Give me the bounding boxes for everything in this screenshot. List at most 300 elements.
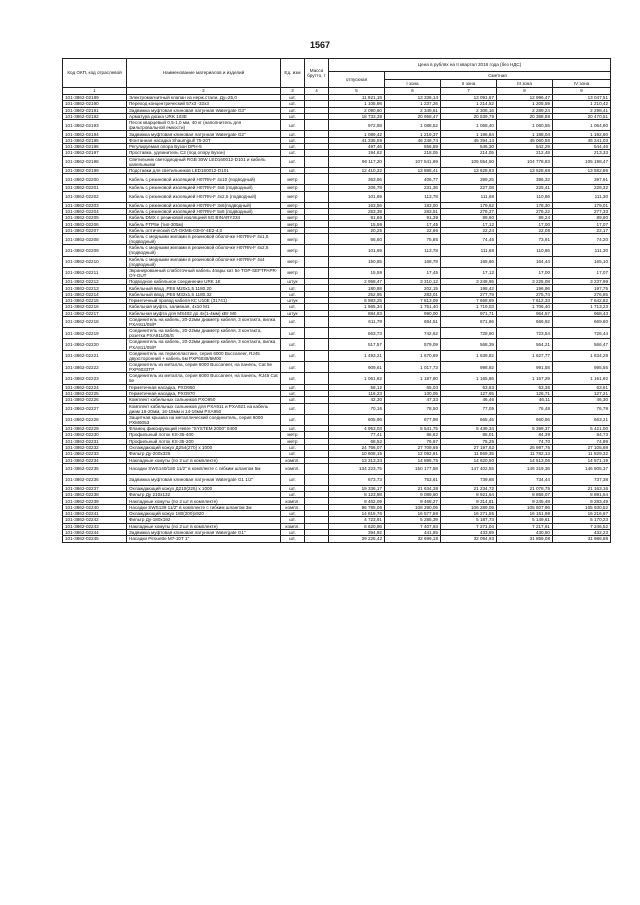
unit-of-measure: метр xyxy=(281,202,305,208)
unit-of-measure: шт. xyxy=(281,328,305,339)
header-price-group: Цена в рублях на II квартал 2016 года (без НДС) xyxy=(329,59,611,72)
column-number: 4 xyxy=(305,88,329,95)
product-name: Фильтр Ду 210х132 xyxy=(127,492,281,498)
price-zone-4: 13 582,86 xyxy=(553,167,611,173)
product-code: 101-3862-02238 xyxy=(63,492,127,498)
unit-of-measure: шт. xyxy=(281,390,305,396)
sale-price: 1 089,42 xyxy=(329,131,385,137)
price-zone-3: 178,30 xyxy=(497,202,553,208)
product-name: Подводное кабельное соединение URK 1К xyxy=(127,279,281,285)
product-code: 101-3862-02230 xyxy=(63,432,127,438)
product-name: Кабель с медными жилами в резиновой оболочке H07RN-F 4х2,5 (подводный) xyxy=(127,245,281,256)
header-mass: Масса брутто, т xyxy=(305,59,329,88)
price-zone-1: 91,39 xyxy=(385,215,441,221)
price-zone-2: 165,66 xyxy=(441,256,497,267)
price-zone-4: 84,73 xyxy=(553,432,611,438)
price-zone-4: 226,32 xyxy=(553,185,611,191)
price-zone-2: 433,69 xyxy=(441,529,497,535)
sale-price: 1 105,98 xyxy=(329,101,385,107)
price-zone-2: 147 402,55 xyxy=(441,463,497,474)
price-zone-1: 17,45 xyxy=(385,267,441,278)
price-zone-4: 3 237,99 xyxy=(553,279,611,285)
product-code: 101-3862-02203 xyxy=(63,202,127,208)
unit-of-measure: компл. xyxy=(281,504,305,510)
column-number: 9 xyxy=(553,88,611,95)
product-name: Регулируемая опора Бузон DPH-5 xyxy=(127,144,281,150)
price-zone-3: 21 078,75 xyxy=(497,485,553,491)
price-zone-3: 542,29 xyxy=(497,144,553,150)
price-zone-1: 231,36 xyxy=(385,185,441,191)
price-zone-4: 16 216,67 xyxy=(553,511,611,517)
unit-of-measure: шт. xyxy=(281,492,305,498)
price-zone-1: 9 089,60 xyxy=(385,492,441,498)
sale-price: 77,41 xyxy=(329,432,385,438)
price-zone-2: 227,08 xyxy=(441,185,497,191)
price-zone-2: 568,39 xyxy=(441,339,497,350)
price-zone-2: 111,68 xyxy=(441,191,497,202)
sale-price: 8 123,98 xyxy=(329,492,385,498)
price-zone-1: 579,09 xyxy=(385,339,441,350)
product-name: Светильник светодиодный RGB 30W LED160012-D101 и кабель капельными xyxy=(127,156,281,167)
price-zone-3: 276,22 xyxy=(497,208,553,214)
price-zone-2: 1 196,84 xyxy=(441,131,497,137)
sale-price: 150,85 xyxy=(329,256,385,267)
sale-price: 58,12 xyxy=(329,384,385,390)
price-zone-3: 666,92 xyxy=(497,316,553,327)
gross-mass xyxy=(305,256,329,267)
product-code: 101-3862-02216 xyxy=(63,304,127,310)
sale-price: 4 953,03 xyxy=(329,426,385,432)
unit-of-measure: шт. xyxy=(281,316,305,327)
product-code: 101-3862-02228 xyxy=(63,414,127,425)
price-zone-3: 225,41 xyxy=(497,185,553,191)
price-zone-1: 218,05 xyxy=(385,150,441,156)
product-code: 101-3862-02226 xyxy=(63,397,127,403)
gross-mass xyxy=(305,120,329,131)
price-zone-2: 11 869,35 xyxy=(441,451,497,457)
price-zone-1: 1 187,80 xyxy=(385,373,441,384)
price-zone-1: 441,85 xyxy=(385,529,441,535)
price-zone-3: 16 151,98 xyxy=(497,511,553,517)
product-code: 101-3862-02219 xyxy=(63,328,127,339)
sale-price: 15,59 xyxy=(329,221,385,227)
price-zone-4: 995,55 xyxy=(553,362,611,373)
price-zone-2: 546,30 xyxy=(441,144,497,150)
table-row xyxy=(63,373,611,384)
sale-price: 6 983,25 xyxy=(329,298,385,304)
product-name: Соединитель на кабель, 20-22мм диаметр кабеля, 3 контакта, вилка PXA911/05/P xyxy=(127,316,281,327)
price-zone-4: 277,33 xyxy=(553,208,611,214)
unit-of-measure: шт. xyxy=(281,397,305,403)
product-name: Защитная крышка на металлический соединитель, серия 6000 PXM6053 xyxy=(127,414,281,425)
unit-of-measure: шт. xyxy=(281,426,305,432)
table-row xyxy=(63,256,611,267)
column-number: 5 xyxy=(329,88,385,95)
price-zone-3: 164,44 xyxy=(497,256,553,267)
price-zone-2: 77,05 xyxy=(441,403,497,414)
product-code: 101-3862-02231 xyxy=(63,438,127,444)
price-zone-2: 5 439,34 xyxy=(441,426,497,432)
price-zone-2: 1 639,82 xyxy=(441,350,497,361)
product-name: Задвижка муфтовая клиновая латунная Watergate G3" xyxy=(127,107,281,113)
price-zone-3: 63,36 xyxy=(497,384,553,390)
price-zone-2: 1 719,03 xyxy=(441,304,497,310)
unit-of-measure: метр xyxy=(281,267,305,278)
product-name: Фильтр Ду-180х192 xyxy=(127,517,281,523)
product-code: 101-3862-02243 xyxy=(63,523,127,529)
price-zone-1: 1 237,26 xyxy=(385,101,441,107)
price-zone-3: 1 627,77 xyxy=(497,350,553,361)
table-header xyxy=(63,59,611,95)
product-code: 101-3862-02204 xyxy=(63,208,127,214)
sale-price: 19 336,17 xyxy=(329,485,385,491)
table-row xyxy=(63,350,611,361)
price-zone-3: 26 997,76 xyxy=(497,444,553,450)
price-zone-2: 46,46 xyxy=(441,397,497,403)
price-zone-4: 63,61 xyxy=(553,384,611,390)
product-name: Соединитель из металла, серия 6000 Buccaneer, на панель, RJ45 Cat 5е xyxy=(127,373,281,384)
header-unit: Ед. изм xyxy=(281,59,305,88)
sale-price: 884,83 xyxy=(329,310,385,316)
product-code: 101-3862-02224 xyxy=(63,384,127,390)
price-zone-2: 63,83 xyxy=(441,384,497,390)
price-zone-4: 5 421,00 xyxy=(553,426,611,432)
product-code: 101-3862-02218 xyxy=(63,316,127,327)
gross-mass xyxy=(305,316,329,327)
product-name: Фонтанная насадка Shaumjpull 75-20Т xyxy=(127,137,281,143)
product-name: Комплект кабельных сальников для PXA911 и PXA921 на кабель диам 16-20мм, 16-18мм и 14-16мм PXA950 xyxy=(127,403,281,414)
unit-of-measure: метр xyxy=(281,432,305,438)
price-zone-3: 22,08 xyxy=(497,227,553,233)
price-zone-4: 22,17 xyxy=(553,227,611,233)
unit-of-measure: компл. xyxy=(281,498,305,504)
column-number: 2 xyxy=(127,88,281,95)
price-zone-3: 734,44 xyxy=(497,474,553,485)
price-zone-3: 146 319,36 xyxy=(497,463,553,474)
sale-price: 1 061,62 xyxy=(329,373,385,384)
unit-of-measure: шт. xyxy=(281,414,305,425)
column-number: 6 xyxy=(385,88,441,95)
price-zone-3: 9 245,48 xyxy=(497,498,553,504)
table-body xyxy=(63,95,611,543)
product-code: 101-3862-02236 xyxy=(63,474,127,485)
gross-mass xyxy=(305,463,329,474)
product-code: 101-3862-02222 xyxy=(63,362,127,373)
price-zone-2: 1 165,86 xyxy=(441,373,497,384)
header-sale-price: отпускная xyxy=(329,72,385,88)
price-zone-2: 13 091,67 xyxy=(441,95,497,101)
price-zone-1: 22,66 xyxy=(385,227,441,233)
product-code: 101-3862-02235 xyxy=(63,463,127,474)
sale-price: 363,56 xyxy=(329,174,385,185)
price-zone-2: 1 214,52 xyxy=(441,101,497,107)
header-zone-2: II зона xyxy=(441,80,497,88)
unit-of-measure: компл. xyxy=(281,463,305,474)
sale-price: 180,88 xyxy=(329,285,385,291)
price-zone-3: 126,71 xyxy=(497,390,553,396)
price-zone-4: 14 571,19 xyxy=(553,457,611,463)
product-code: 101-3862-02244 xyxy=(63,529,127,535)
price-zone-4: 968,43 xyxy=(553,310,611,316)
sale-price: 394,92 xyxy=(329,529,385,535)
price-zone-4: 1 713,23 xyxy=(553,304,611,310)
column-number: 3 xyxy=(281,88,305,95)
table-row xyxy=(63,267,611,278)
unit-of-measure: шт. xyxy=(281,451,305,457)
sale-price: 11 921,19 xyxy=(329,95,385,101)
price-zone-1: 150 177,58 xyxy=(385,463,441,474)
table-row xyxy=(63,316,611,327)
product-name: Соединитель на термопластике, серия 6000 Buccaneer, RJ45 двухсторонний + кабель 5м PXP6038/5M00 xyxy=(127,350,281,361)
price-zone-4: 11 829,32 xyxy=(553,451,611,457)
product-code: 101-3862-02211 xyxy=(63,267,127,278)
price-zone-4: 397,91 xyxy=(553,174,611,185)
price-zone-2: 671,86 xyxy=(441,316,497,327)
product-name: Герметичная насадка, PXO970 xyxy=(127,390,281,396)
product-name: Насадки SWS139 11/2" в комплекте с гибким шлангом 3м xyxy=(127,504,281,510)
sale-price: 252,95 xyxy=(329,291,385,297)
product-name: Кабель с резиновой изоляцией H07RN-F 4х6 (подводный) xyxy=(127,185,281,191)
price-zone-4: 45 241,03 xyxy=(553,137,611,143)
price-zone-3: 5 149,61 xyxy=(497,517,553,523)
price-zone-3: 7 612,33 xyxy=(497,298,553,304)
product-code: 101-3862-02189 xyxy=(63,95,127,101)
price-zone-2: 5 187,73 xyxy=(441,517,497,523)
unit-of-measure: шт. xyxy=(281,167,305,173)
product-name: Комплект кабельных сальников PXO950 xyxy=(127,397,281,403)
price-zone-1: 17,45 xyxy=(385,221,441,227)
price-zone-3: 660,56 xyxy=(497,414,553,425)
unit-of-measure: шт. xyxy=(281,156,305,167)
product-code: 101-3862-02215 xyxy=(63,298,127,304)
unit-of-measure: метр xyxy=(281,191,305,202)
product-code: 101-3862-02241 xyxy=(63,511,127,517)
price-zone-1: 107 541,69 xyxy=(385,156,441,167)
product-code: 101-3862-02240 xyxy=(63,504,127,510)
price-zone-3: 89,24 xyxy=(497,215,553,221)
price-zone-3: 104 778,83 xyxy=(497,156,553,167)
price-zone-3: 1 188,04 xyxy=(497,131,553,137)
price-zone-1: 76,67 xyxy=(385,438,441,444)
price-zone-2: 21 234,72 xyxy=(441,485,497,491)
sale-price: 14 815,76 xyxy=(329,511,385,517)
unit-of-measure: шт. xyxy=(281,285,305,291)
product-code: 101-3862-02205 xyxy=(63,215,127,221)
price-zone-4: 105 198,47 xyxy=(553,156,611,167)
unit-of-measure: штук xyxy=(281,310,305,316)
product-code: 101-3862-02206 xyxy=(63,221,127,227)
price-zone-2: 20 539,79 xyxy=(441,113,497,119)
sale-price: 41 335,59 xyxy=(329,137,385,143)
price-zone-2: 665,45 xyxy=(441,414,497,425)
table-row xyxy=(63,245,611,256)
sale-price: 673,73 xyxy=(329,474,385,485)
price-zone-4: 663,21 xyxy=(553,414,611,425)
sale-price: 517,57 xyxy=(329,339,385,350)
price-zone-1: 2 349,61 xyxy=(385,107,441,113)
price-zone-3: 1 205,59 xyxy=(497,101,553,107)
price-zone-4: 165,10 xyxy=(553,256,611,267)
price-zone-3: 110,86 xyxy=(497,245,553,256)
price-zone-1: 13 885,41 xyxy=(385,167,441,173)
unit-of-measure: шт. xyxy=(281,511,305,517)
price-zone-4: 1 192,80 xyxy=(553,131,611,137)
column-number: 7 xyxy=(441,88,497,95)
product-name: Насадки SWS140/180 11/2" в комплекте с гибким шлангом 5м xyxy=(127,463,281,474)
column-number: 8 xyxy=(497,88,553,95)
price-zone-4: 46,30 xyxy=(553,397,611,403)
product-name: Накладные хомуты (по 2 шт в комплекте) xyxy=(127,457,281,463)
price-zone-3: 76,48 xyxy=(497,403,553,414)
price-zone-2: 198,42 xyxy=(441,285,497,291)
price-zone-2: 1 068,40 xyxy=(441,120,497,131)
price-zone-2: 278,27 xyxy=(441,208,497,214)
sale-price: 66,60 xyxy=(329,234,385,245)
price-zone-4: 5 170,23 xyxy=(553,517,611,523)
price-zone-3: 12 996,47 xyxy=(497,95,553,101)
product-name: Фланец фиксирующий Невге "SYSTEM 2000" 0400 xyxy=(127,426,281,432)
price-zone-4: 9 283,49 xyxy=(553,498,611,504)
sale-price: 611,79 xyxy=(329,316,385,327)
gross-mass xyxy=(305,156,329,167)
product-code: 101-3862-02221 xyxy=(63,350,127,361)
price-zone-2: 17,12 xyxy=(441,221,497,227)
product-name: Кабель оптический СЛ-ОКМБ-03НУ-4Е2-4,0 xyxy=(127,227,281,233)
unit-of-measure: шт. xyxy=(281,144,305,150)
gross-mass xyxy=(305,350,329,361)
gross-mass xyxy=(305,373,329,384)
price-zone-4: 197,75 xyxy=(553,285,611,291)
price-zone-2: 7 271,04 xyxy=(441,523,497,529)
price-zone-1: 108 290,05 xyxy=(385,504,441,510)
sale-price: 605,96 xyxy=(329,414,385,425)
unit-of-measure: шт. xyxy=(281,373,305,384)
product-name: Электромагнитный клапан из нерж.стали, Ду=25,0 xyxy=(127,95,281,101)
price-zone-4: 89,60 xyxy=(553,215,611,221)
price-zone-1: 32 699,18 xyxy=(385,536,441,542)
product-name: Кабель DMX с резиновой изоляцией 5G BINARY234 xyxy=(127,215,281,221)
price-zone-1: 14 895,75 xyxy=(385,457,441,463)
table-row xyxy=(63,536,611,542)
unit-of-measure: шт. xyxy=(281,304,305,310)
header-estimate: Сметная xyxy=(385,72,611,80)
unit-of-measure: шт. xyxy=(281,517,305,523)
unit-of-measure: шт. xyxy=(281,95,305,101)
unit-of-measure: метр xyxy=(281,221,305,227)
price-zone-4: 1 210,42 xyxy=(553,101,611,107)
price-zone-3: 73,91 xyxy=(497,234,553,245)
gross-mass xyxy=(305,414,329,425)
header-zone-1: I зона xyxy=(385,80,441,88)
sale-price: 206,78 xyxy=(329,185,385,191)
price-zone-1: 27 709,65 xyxy=(385,444,441,450)
price-zone-1: 16 577,58 xyxy=(385,511,441,517)
price-zone-1: 78,50 xyxy=(385,403,441,414)
product-code: 101-3862-02193 xyxy=(63,120,127,131)
price-zone-1: 7 813,09 xyxy=(385,298,441,304)
price-zone-4: 17,07 xyxy=(553,267,611,278)
unit-of-measure: метр xyxy=(281,256,305,267)
unit-of-measure: компл. xyxy=(281,523,305,529)
price-zone-2: 214,05 xyxy=(441,150,497,156)
price-zone-2: 8 921,64 xyxy=(441,492,497,498)
product-code: 101-3862-02214 xyxy=(63,291,127,297)
product-name: Кабель с медными жилами в резиновой оболочке H07RN-F 4х1,5 (подводный) xyxy=(127,234,281,245)
unit-of-measure: метр xyxy=(281,227,305,233)
unit-of-measure: шт. xyxy=(281,444,305,450)
sale-price: 6 620,96 xyxy=(329,523,385,529)
price-zone-4: 13 047,51 xyxy=(553,95,611,101)
sale-price: 42,30 xyxy=(329,397,385,403)
sale-price: 10 808,15 xyxy=(329,451,385,457)
price-zone-1: 742,62 xyxy=(385,328,441,339)
price-zone-2: 74,45 xyxy=(441,234,497,245)
unit-of-measure: шт. xyxy=(281,403,305,414)
price-zone-2: 399,25 xyxy=(441,174,497,185)
price-zone-4: 669,60 xyxy=(553,316,611,327)
unit-of-measure: компл. xyxy=(281,457,305,463)
product-code: 101-3862-02201 xyxy=(63,185,127,191)
price-zone-3: 1 060,55 xyxy=(497,120,553,131)
price-zone-2: 89,60 xyxy=(441,215,497,221)
price-zone-3: 1 706,40 xyxy=(497,304,553,310)
sale-price: 2 958,47 xyxy=(329,279,385,285)
table-row xyxy=(63,234,611,245)
unit-of-measure: шт. xyxy=(281,536,305,542)
price-zone-4: 146 905,37 xyxy=(553,463,611,474)
price-zone-3: 110,86 xyxy=(497,191,553,202)
price-zone-4: 74,20 xyxy=(553,234,611,245)
price-zone-1: 990,00 xyxy=(385,310,441,316)
product-name: Задвижка муфтовая клиновая латунная Watergate G1 1/2" xyxy=(127,474,281,485)
price-zone-4: 544,46 xyxy=(553,144,611,150)
price-zone-4: 20 470,51 xyxy=(553,113,611,119)
price-zone-4: 2 298,41 xyxy=(553,107,611,113)
product-name: Профильный лоток KS-35-200 xyxy=(127,438,281,444)
price-zone-2: 27 197,62 xyxy=(441,444,497,450)
price-zone-4: 737,38 xyxy=(553,474,611,485)
price-zone-1: 5 285,39 xyxy=(385,517,441,523)
price-zone-1: 684,51 xyxy=(385,316,441,327)
price-zone-4: 1 161,92 xyxy=(553,373,611,384)
product-name: Охлаждающий кожух Д210(225) х 1000 xyxy=(127,485,281,491)
price-zone-4: 8 891,54 xyxy=(553,492,611,498)
price-zone-2: 728,90 xyxy=(441,328,497,339)
price-zone-3: 8 856,07 xyxy=(497,492,553,498)
unit-of-measure: метр xyxy=(281,438,305,444)
unit-of-measure: штук xyxy=(281,279,305,285)
product-name: Песок кварцевый 0,5-1,0 мм, 40 кг (наполнитель для фильтровальной емкости) xyxy=(127,120,281,131)
price-zone-1: 20 958,47 xyxy=(385,113,441,119)
price-zone-3: 964,57 xyxy=(497,310,553,316)
sale-price: 909,61 xyxy=(329,362,385,373)
table-row xyxy=(63,120,611,131)
unit-of-measure: шт. xyxy=(281,384,305,390)
price-zone-1: 1 219,37 xyxy=(385,131,441,137)
gross-mass xyxy=(305,174,329,185)
unit-of-measure: метр xyxy=(281,234,305,245)
price-zone-1: 556,59 xyxy=(385,144,441,150)
price-zone-1: 75,85 xyxy=(385,234,441,245)
price-zone-3: 396,32 xyxy=(497,174,553,185)
price-zone-2: 739,68 xyxy=(441,474,497,485)
column-numbers-row xyxy=(63,88,611,95)
sale-price: 68,52 xyxy=(329,438,385,444)
price-zone-4: 76,79 xyxy=(553,403,611,414)
price-zone-4: 566,47 xyxy=(553,339,611,350)
price-zone-2: 32 094,93 xyxy=(441,536,497,542)
product-name: Соединитель на кабель, 20-22мм диаметр кабеля, 3 контакта, вилка PXA811/05/P xyxy=(127,339,281,350)
